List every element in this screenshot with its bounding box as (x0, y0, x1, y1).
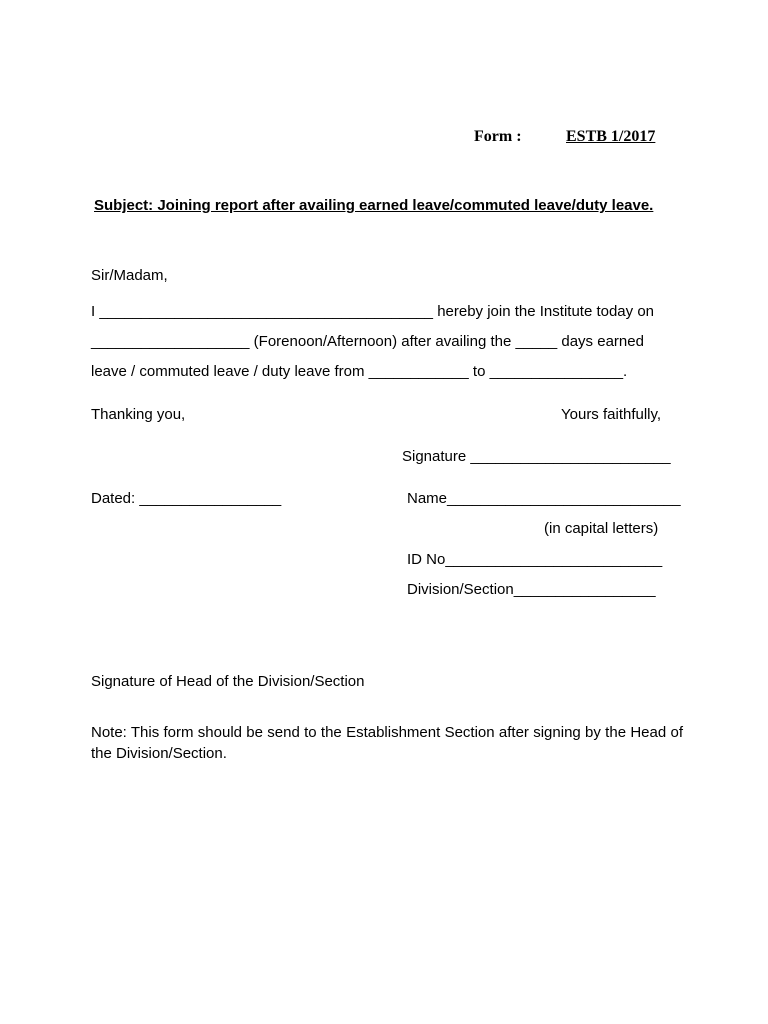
name-field: Name____________________________ (407, 490, 681, 507)
head-signature-label: Signature of Head of the Division/Section (91, 673, 365, 690)
signature-field: Signature ________________________ (402, 448, 671, 465)
id-no-field: ID No__________________________ (407, 551, 663, 568)
form-code: ESTB 1/2017 (566, 128, 656, 145)
form-label: Form : (474, 128, 522, 145)
subject-line: Subject: Joining report after availing earned leave/commuted leave/duty leave. (94, 197, 654, 214)
body-line-1: I ________________________________________ hereby join the Institute today on (91, 303, 655, 320)
salutation: Sir/Madam, (91, 267, 168, 284)
yours-faithfully: Yours faithfully, (561, 406, 662, 423)
note-text: Note: This form should be send to the Establishment Section after signing by the Head of the Division/Section. (91, 724, 683, 762)
thanking-you: Thanking you, (91, 406, 186, 423)
dated-field: Dated: _________________ (91, 490, 282, 507)
name-hint: (in capital letters) (544, 520, 659, 537)
body-line-3: leave / commuted leave / duty leave from ____________ to ________________. (91, 363, 628, 380)
body-line-2: ___________________ (Forenoon/Afternoon) after availing the _____ days earned (91, 333, 644, 350)
division-section-field: Division/Section_________________ (407, 581, 656, 598)
